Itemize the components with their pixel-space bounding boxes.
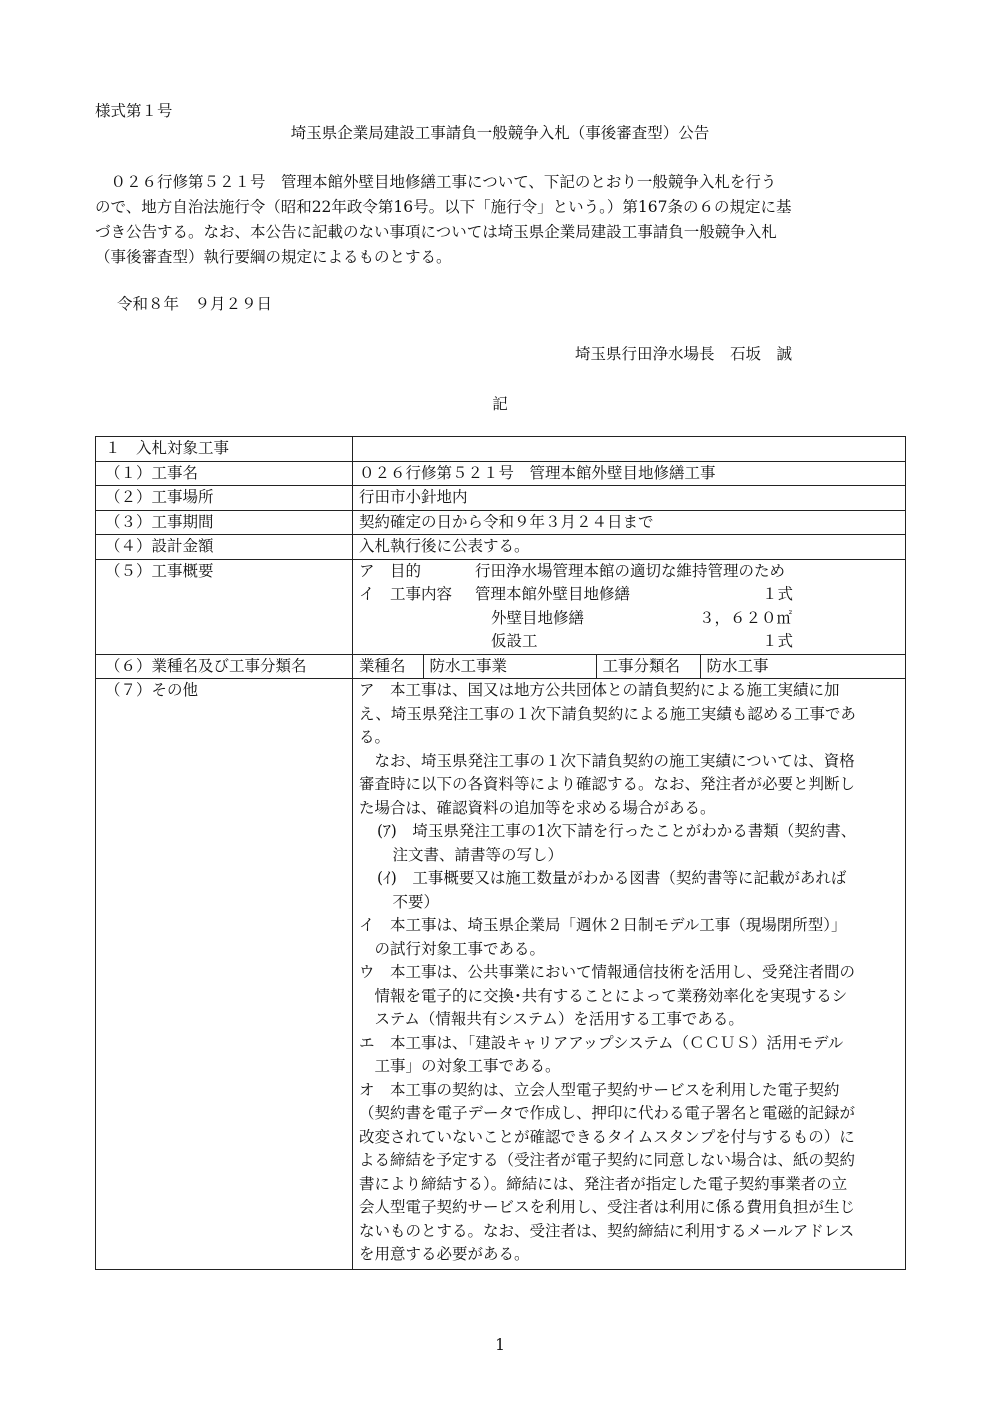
content-key: イ 工事内容 (359, 585, 453, 603)
table-row (96, 437, 906, 462)
category-value: 防水工事業 (423, 655, 596, 679)
other-cell (353, 679, 906, 1270)
category-key: 業種名 (353, 655, 423, 679)
other-text-line: （契約書を電子データで作成し、押印に代わる電子署名と電磁的記録が (359, 1104, 856, 1122)
other-text-line: 会人型電子契約サービスを利用し、受注者は利用に係る費用負担が生じ (359, 1198, 856, 1216)
intro-line: づき公告する。なお、本公告に記載のない事項については埼玉県企業局建設工事請負一般競争入札 (95, 223, 777, 241)
intro-line: ので、地方自治法施行令（昭和22年政令第16号。以下「施行令」という。）第167条の６の規定に基 (95, 198, 792, 216)
ki-heading: 記 (492, 395, 508, 413)
purpose-value: 行田浄水場管理本館の適切な維持管理のため (475, 561, 786, 580)
row-value: ０２６行修第５２１号 管理本館外壁目地修繕工事 (353, 461, 906, 486)
other-text-line: え、埼玉県発注工事の１次下請負契約による施工実績も認める工事であ (359, 704, 856, 723)
table-row (96, 510, 906, 535)
other-text-line: 情報を電子的に交換･共有することによって業務効率化を実現するシ (359, 986, 848, 1005)
page-title: 埼玉県企業局建設工事請負一般競争入札（事後審査型）公告 (290, 124, 710, 142)
row-label: （２）工事場所 (96, 486, 353, 511)
category-value: 防水工事 (706, 656, 769, 675)
row-value: 契約確定の日から令和９年３月２４日まで (353, 510, 906, 535)
other-text-line: なお、埼玉県発注工事の１次下請負契約の施工実績については、資格 (359, 751, 855, 770)
row-label: （５）工事概要 (96, 559, 353, 654)
other-text-line: よる締結を予定する（受注者が電子契約に同意しない場合は、紙の契約 (359, 1151, 856, 1169)
other-text-line: ウ 本工事は、公共事業において情報通信技術を活用し、受発注者間の (359, 963, 856, 981)
other-text-line: る。 (359, 728, 391, 746)
category-cell (353, 654, 906, 679)
table-row (96, 486, 906, 511)
intro-line: ０２６行修第５２１号 管理本館外壁目地修繕工事について、下記のとおり一般競争入札を行う (95, 173, 777, 191)
table-row (96, 654, 906, 679)
other-text-line: (ｱ) 埼玉県発注工事の1次下請を行ったことがわかる書類（契約書、 (377, 822, 857, 840)
item-name: 管理本館外壁目地修繕 (475, 585, 631, 603)
signer: 埼玉県行田浄水場長 石坂 誠 (575, 345, 793, 363)
other-text-line: エ 本工事は、「建設キャリアアップシステム（ＣＣＵＳ）活用モデル (359, 1033, 844, 1052)
other-text-line: オ 本工事の契約は、立会人型電子契約サービスを利用した電子契約 (359, 1080, 840, 1099)
purpose-key: ア 目的 (359, 561, 422, 580)
form-number: 様式第１号 (95, 102, 173, 120)
other-text-line: ステム（情報共有システム）を活用する工事である。 (359, 1010, 744, 1028)
overview-cell (353, 559, 906, 654)
other-text-line: 工事」の対象工事である。 (359, 1057, 561, 1075)
row-label: （１）工事名 (96, 461, 353, 486)
item-name: 外壁目地修繕 (491, 608, 585, 627)
row-value: 入札執行後に公表する。 (353, 535, 906, 560)
other-text-line: ないものとする。なお、受注者は、契約締結に利用するメールアドレス (359, 1221, 855, 1240)
item-qty: ３，６２０㎡ (699, 608, 793, 627)
row-label: （４）設計金額 (96, 535, 353, 560)
item-qty: １式 (762, 632, 794, 650)
other-text-line: (ｲ) 工事概要又は施工数量がわかる図書（契約書等に記載があれば (377, 869, 847, 887)
other-text-line: 書により締結する）。締結には、発注者が指定した電子契約事業者の立 (359, 1174, 848, 1193)
table-row (96, 461, 906, 486)
item-qty: １式 (762, 585, 794, 603)
item-name: 仮設工 (491, 632, 538, 650)
other-text-line: の試行対象工事である。 (359, 939, 546, 958)
other-text-line: ア 本工事は、国又は地方公共団体との請負契約による施工実績に加 (359, 681, 840, 699)
row-label: （３）工事期間 (96, 510, 353, 535)
row-value: 行田市小針地内 (353, 486, 906, 511)
notice-table (95, 436, 906, 1270)
row-label: （６）業種名及び工事分類名 (96, 654, 353, 679)
other-text-line: 注文書、請書等の写し） (377, 845, 564, 864)
announcement-date: 令和８年 ９月２９日 (117, 295, 273, 313)
page-number: 1 (495, 1336, 505, 1354)
other-text-line: イ 本工事は、埼玉県企業局「週休２日制モデル工事（現場閉所型）」 (359, 916, 847, 934)
other-text-line: た場合は、確認資料の追加等を求める場合がある。 (359, 798, 716, 817)
other-text-line: を用意する必要がある。 (359, 1245, 530, 1263)
table-row (96, 559, 906, 654)
other-text-line: 改変されていないことが確認できるタイムスタンプを付与するもの）に (359, 1127, 855, 1146)
intro-line: （事後審査型）執行要綱の規定によるものとする。 (95, 248, 452, 266)
section-heading: １ 入札対象工事 (96, 437, 353, 462)
table-row (96, 679, 906, 1270)
other-text-line: 不要） (377, 892, 440, 911)
row-label: （７）その他 (96, 679, 353, 1270)
other-text-line: 審査時に以下の各資料等により確認する。なお、発注者が必要と判断し (359, 775, 856, 793)
table-row (96, 535, 906, 560)
category-key: 工事分類名 (596, 655, 700, 679)
